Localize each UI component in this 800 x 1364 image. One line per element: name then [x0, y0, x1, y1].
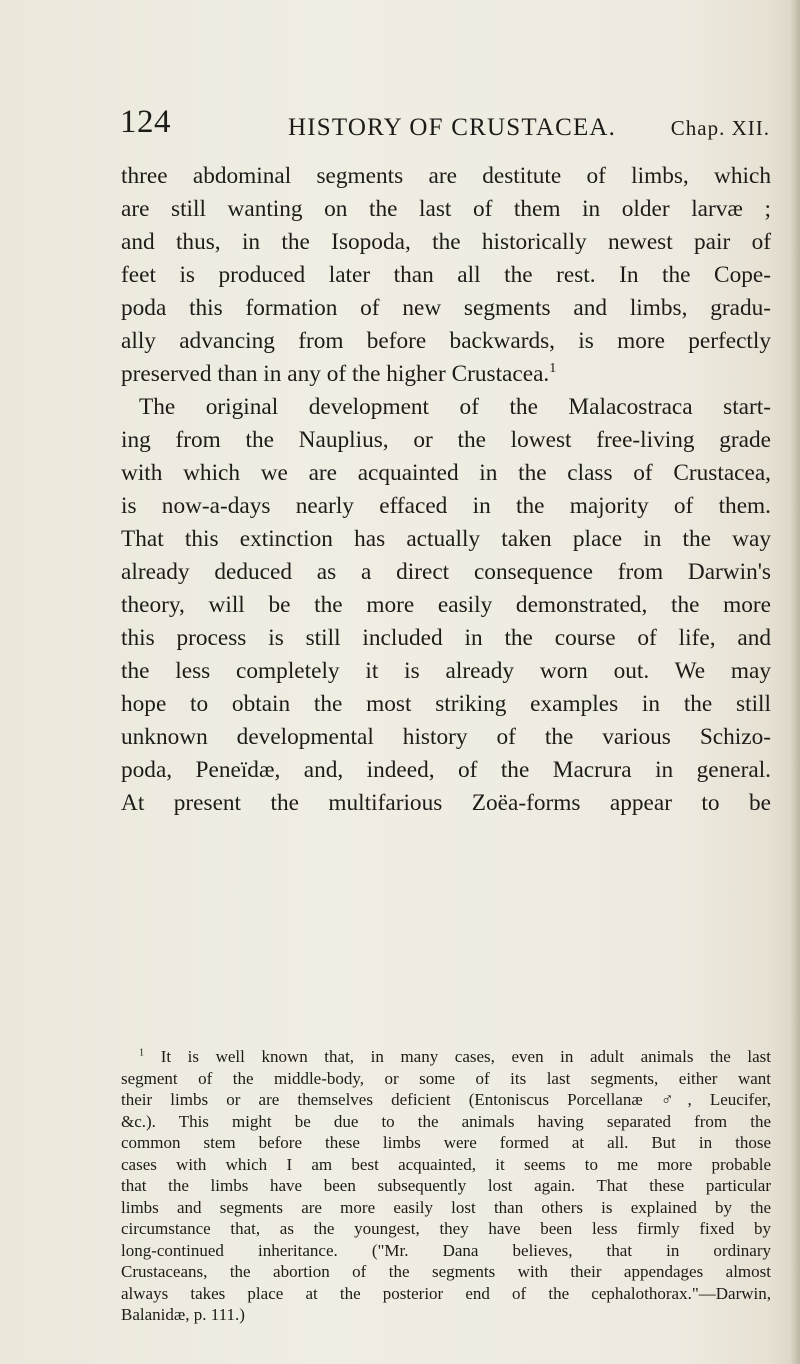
footnote-line: limbs and segments are more easily lost than others is explained by the: [121, 1197, 771, 1217]
footnote-line: Crustaceans, the abortion of the segments with their appendages almost: [121, 1262, 771, 1281]
footnote-line: their limbs or are themselves deficient (Entoniscus Porcellanæ ♂, Leucifer,: [121, 1090, 771, 1109]
text-line: is now-a-days nearly effaced in the majority of them.: [121, 493, 771, 519]
footnote-line: Balanidæ, p. 111.): [121, 1305, 245, 1324]
text-line: poda this formation of new segments and limbs, gradu-: [121, 295, 771, 321]
footnote-line-content: It is well known that, in many cases, even in adult animals the last: [160, 1047, 771, 1066]
text-line: the less completely it is already worn out. We may: [121, 658, 771, 684]
text-line: already deduced as a direct consequence from Darwin's: [121, 559, 771, 585]
text-line: hope to obtain the most striking examples in the still: [121, 691, 771, 717]
footnote-block: [121, 1046, 771, 1326]
footnote-line: always takes place at the posterior end of the cephalothorax."—Darwin,: [121, 1283, 771, 1303]
running-title: HISTORY OF CRUSTACEA.: [288, 114, 617, 141]
footnote-marker: 1: [139, 1047, 145, 1059]
text-line: ing from the Nauplius, or the lowest free-living grade: [121, 427, 771, 453]
footnote-reference: 1: [549, 361, 557, 377]
text-line: theory, will be the more easily demonstrated, the more: [121, 592, 771, 618]
text-line: ally advancing from before backwards, is more perfectly: [121, 328, 771, 354]
chapter-label: Chap. XII.: [670, 116, 770, 140]
text-line: with which we are acquainted in the class of Crustacea,: [121, 460, 771, 486]
text-line: That this extinction has actually taken place in the way: [121, 526, 771, 552]
footnote-line: common stem before these limbs were formed at all. But in those: [121, 1133, 771, 1152]
footnote-line: cases with which I am best acquainted, it seems to me more probable: [121, 1154, 771, 1174]
footnote-line: [121, 1046, 771, 1068]
text-line: unknown developmental history of the various Schizo-: [121, 724, 771, 750]
text-line: feet is produced later than all the rest. In the Cope-: [121, 262, 771, 288]
main-text: [121, 160, 771, 820]
text-line: The original development of the Malacostraca start-: [139, 394, 771, 420]
text-line: three abdominal segments are destitute of limbs, which: [121, 163, 771, 189]
text-line: this process is still included in the course of life, and: [121, 625, 771, 651]
footnote-line: &c.). This might be due to the animals having separated from the: [121, 1111, 771, 1131]
text-line: and thus, in the Isopoda, the historically newest pair of: [121, 229, 771, 255]
text-line: poda, Peneïdæ, and, indeed, of the Macrura in general.: [121, 757, 771, 783]
text-line: At present the multifarious Zoëa-forms appear to be: [121, 790, 771, 816]
page-number: 124: [120, 104, 171, 140]
text-line: [121, 358, 771, 391]
page-header: [120, 104, 770, 146]
footnote-line: long-continued inheritance. ("Mr. Dana believes, that in ordinary: [121, 1240, 771, 1260]
page-edge-shadow: [790, 0, 800, 1364]
text-line: are still wanting on the last of them in older larvæ ;: [121, 196, 771, 222]
footnote-line: circumstance that, as the youngest, they have been less firmly fixed by: [121, 1219, 771, 1238]
text-line-content: preserved than in any of the higher Crustacea.: [121, 361, 550, 387]
footnote-line: that the limbs have been subsequently lost again. That these particular: [121, 1176, 771, 1195]
footnote-line: segment of the middle-body, or some of its last segments, either want: [121, 1068, 771, 1088]
